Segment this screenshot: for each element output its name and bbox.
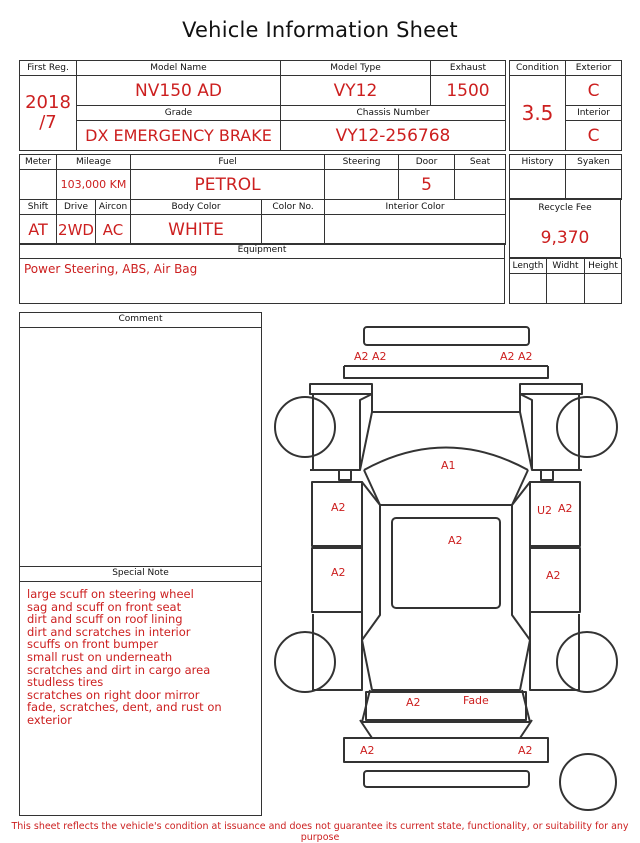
first-reg-year: 2018 [25, 92, 71, 113]
grade-value: DX EMERGENCY BRAKE [77, 121, 281, 151]
note-line: fade, scratches, dent, and rust on [27, 700, 222, 715]
wheel-rear-left [275, 632, 335, 692]
grade-label: Grade [77, 106, 281, 121]
special-note-box [19, 566, 262, 816]
height-value [585, 274, 622, 304]
color-no-label: Color No. [262, 200, 325, 215]
syaken-label: Syaken [566, 155, 622, 170]
chassis-value: VY12-256768 [281, 121, 506, 151]
front-right-fender-top [520, 384, 582, 394]
wheel-rear-right [557, 632, 617, 692]
roof [392, 518, 500, 608]
damage-front-bumper-right: A2 A2 [500, 350, 533, 363]
model-type-value: VY12 [281, 76, 431, 106]
length-value [510, 274, 547, 304]
damage-front-bumper-left: A2 A2 [354, 350, 387, 363]
height-label: Height [585, 259, 622, 274]
damage-right-rear-door: A2 [546, 569, 561, 582]
special-note-label: Special Note [20, 567, 261, 582]
mileage-value: 103,000 KM [57, 170, 131, 200]
model-name-label: Model Name [77, 61, 281, 76]
note-line: scratches and dirt in cargo area [27, 662, 211, 677]
seat-value [455, 170, 506, 200]
note-line: scuffs on front bumper [27, 637, 159, 652]
first-reg-value [20, 76, 77, 151]
shift-label: Shift [20, 200, 57, 215]
interior-color-value [325, 215, 506, 245]
note-line: studless tires [27, 675, 104, 690]
length-label: Length [510, 259, 547, 274]
history-label: History [510, 155, 566, 170]
meter-value [20, 170, 57, 200]
note-line: scratches on right door mirror [27, 687, 200, 702]
damage-hood: A1 [441, 459, 456, 472]
model-type-label: Model Type [281, 61, 431, 76]
steering-label: Steering [325, 155, 399, 170]
equipment-label: Equipment [20, 244, 504, 259]
comment-box [19, 312, 262, 567]
page-title: Vehicle Information Sheet [182, 18, 458, 42]
damage-rear-fade: Fade [463, 694, 489, 707]
door-value: 5 [399, 170, 455, 200]
chassis-label: Chassis Number [281, 106, 506, 121]
note-line: dirt and scratches in interior [27, 624, 191, 639]
wheel-front-right [557, 397, 617, 457]
damage-left-rear-door: A2 [331, 566, 346, 579]
interior-label: Interior [566, 106, 622, 121]
interior-color-label: Interior Color [325, 200, 506, 215]
drive-value: 2WD [57, 215, 96, 245]
hood-top [372, 394, 520, 412]
damage-right-front-door-u: U2 [537, 504, 553, 517]
door-label: Door [399, 155, 455, 170]
windshield [364, 470, 528, 505]
model-name-value: NV150 AD [77, 76, 281, 106]
vehicle-main-table [19, 60, 506, 151]
front-bumper [344, 366, 548, 378]
color-no-value [262, 215, 325, 245]
damage-right-front-door-a: A2 [558, 502, 573, 515]
dimensions-table [509, 258, 622, 304]
history-table [509, 154, 622, 200]
first-reg-month: /7 [39, 112, 57, 133]
exterior-label: Exterior [566, 61, 622, 76]
spare-wheel [560, 754, 616, 810]
wheel-front-left [275, 397, 335, 457]
mileage-label: Mileage [57, 155, 131, 170]
body-color-value: WHITE [131, 215, 262, 245]
footer-disclaimer: This sheet reflects the vehicle's condition at issuance and does not guarantee its current state, functionality, or suitability for any purpose [11, 821, 629, 843]
exhaust-value: 1500 [431, 76, 506, 106]
fuel-label: Fuel [131, 155, 325, 170]
front-bumper-top [364, 327, 529, 345]
body-color-label: Body Color [131, 200, 262, 215]
front-left-fender-top [310, 384, 372, 394]
meter-label: Meter [20, 155, 57, 170]
left-front-door [312, 482, 362, 546]
fuel-value: PETROL [131, 170, 325, 200]
recycle-label: Recycle Fee [538, 203, 592, 213]
note-line: exterior [27, 712, 72, 727]
note-line: dirt and scuff on roof lining [27, 612, 183, 627]
damage-rear-bumper-right: A2 [518, 744, 533, 757]
width-label: Widht [547, 259, 585, 274]
aircon-value: AC [96, 215, 131, 245]
damage-rear-bumper-left: A2 [360, 744, 375, 757]
exterior-value: C [566, 76, 622, 106]
seat-label: Seat [455, 155, 506, 170]
syaken-value [566, 170, 622, 200]
note-line: sag and scuff on front seat [27, 599, 182, 614]
aircon-label: Aircon [96, 200, 131, 215]
recycle-value: 9,370 [540, 228, 590, 248]
recycle-box [509, 198, 621, 258]
steering-value [325, 170, 399, 200]
equipment-value: Power Steering, ABS, Air Bag [24, 262, 198, 276]
interior-value: C [566, 121, 622, 151]
note-line: small rust on underneath [27, 649, 173, 664]
shift-value: AT [20, 215, 57, 245]
car-damage-diagram [262, 312, 632, 820]
first-reg-label: First Reg. [20, 61, 77, 76]
condition-value: 3.5 [510, 76, 566, 151]
rear-window [362, 640, 530, 690]
comment-label: Comment [20, 313, 261, 328]
rear-gate [362, 690, 530, 722]
width-value [547, 274, 585, 304]
specs-table [19, 154, 506, 245]
left-rear-door [312, 548, 362, 612]
condition-label: Condition [510, 61, 566, 76]
damage-rear-left: A2 [406, 696, 421, 709]
note-line: large scuff on steering wheel [27, 587, 194, 601]
equipment-box [19, 243, 505, 304]
damage-roof: A2 [448, 534, 463, 547]
condition-table [509, 60, 622, 151]
drive-label: Drive [57, 200, 96, 215]
special-notes-list [20, 582, 261, 733]
exhaust-label: Exhaust [431, 61, 506, 76]
damage-left-front-door: A2 [331, 501, 346, 514]
rear-bumper-bottom [364, 771, 529, 787]
history-value [510, 170, 566, 200]
